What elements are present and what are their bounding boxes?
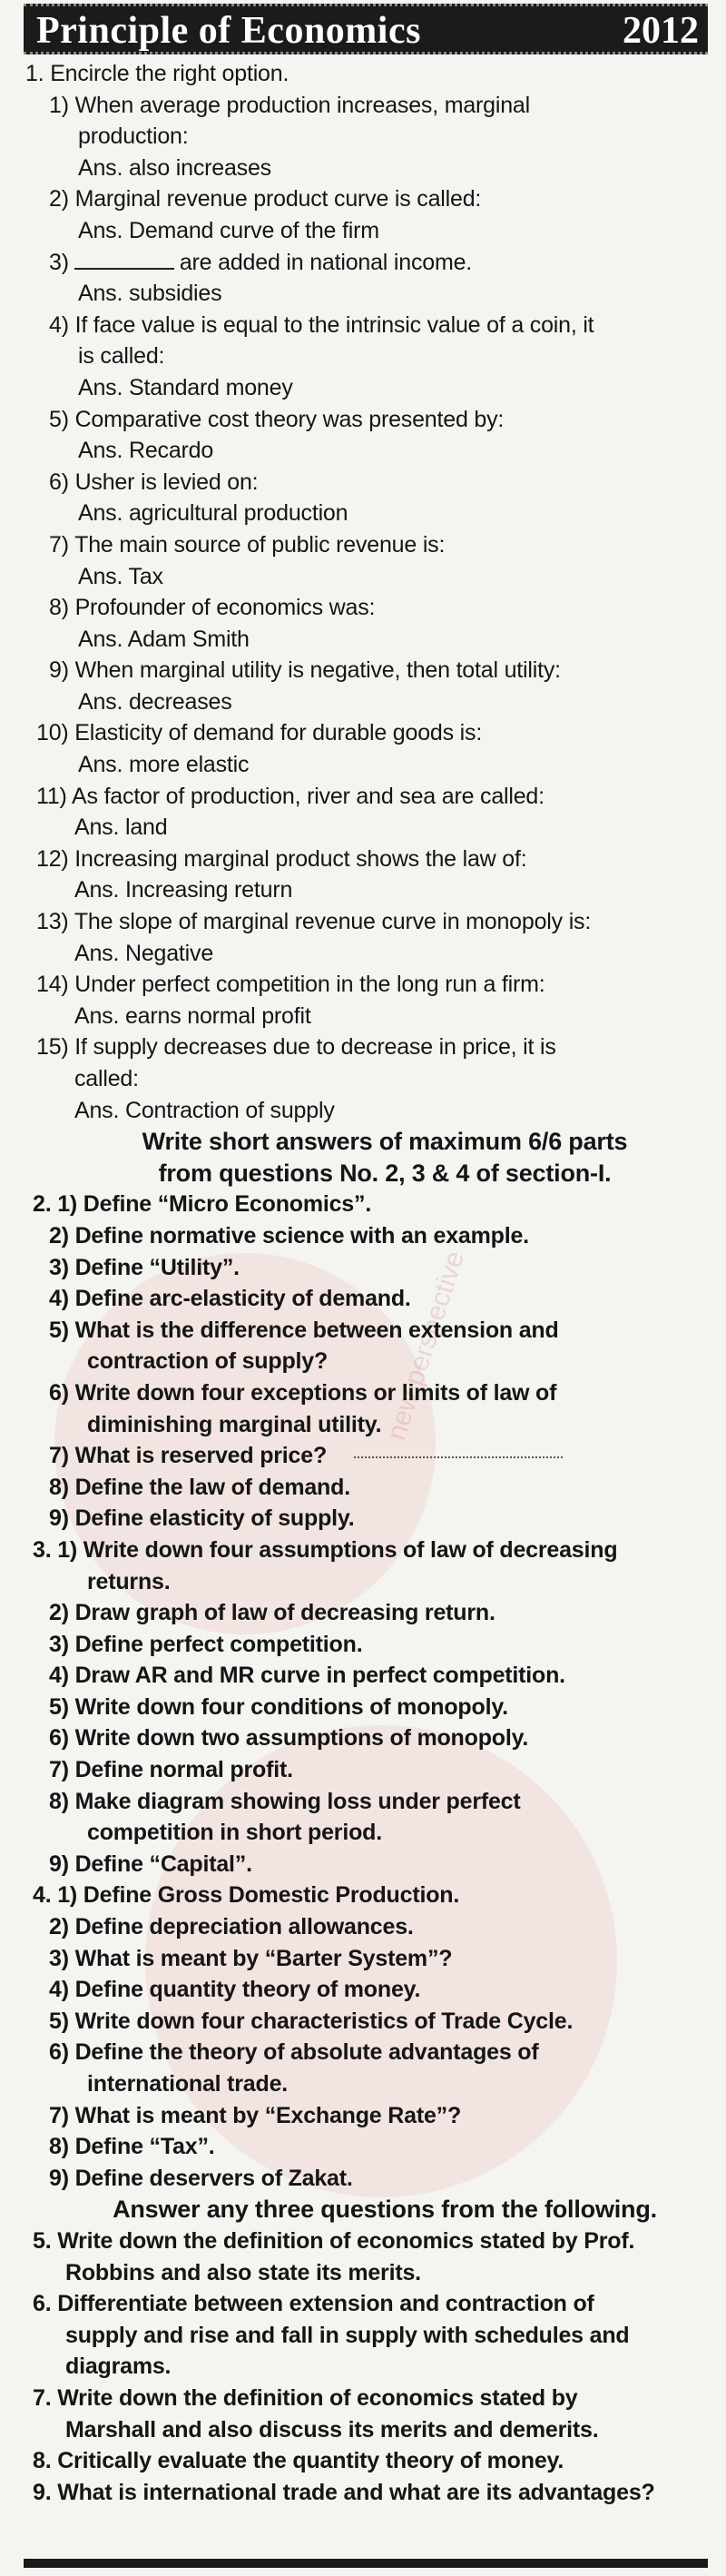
q2-part-7-text: 7) What is reserved price? — [49, 1443, 328, 1469]
q4-part-7: 7) What is meant by “Exchange Rate”? — [49, 2102, 462, 2128]
mcq-13-answer: Ans. Negative — [74, 940, 214, 966]
question-1-heading: 1. Encircle the right option. — [25, 61, 289, 86]
q2-part-3: 3) Define “Utility”. — [49, 1254, 240, 1280]
mcq-4-answer: Ans. Standard money — [78, 374, 293, 400]
q7-cont: Marshall and also discuss its merits and demerits. — [65, 2416, 599, 2443]
q3-part-8: 8) Make diagram showing loss under perfect — [49, 1788, 521, 1814]
mcq-1-question-cont: production: — [78, 123, 189, 150]
mcq-10-question: 10) Elasticity of demand for durable goods is: — [36, 720, 483, 746]
exam-year: 2012 — [623, 10, 699, 52]
q2-part-8: 8) Define the law of demand. — [49, 1474, 350, 1500]
q4-part-6-cont: international trade. — [87, 2071, 289, 2097]
mcq-15-question: 15) If supply decreases due to decrease in price, it is — [36, 1034, 556, 1061]
q9: 9. What is international trade and what are its advantages? — [33, 2479, 655, 2505]
mcq-14-answer: Ans. earns normal profit — [74, 1002, 311, 1029]
q3-part-6: 6) Write down two assumptions of monopoly. — [49, 1725, 529, 1752]
mcq-8-answer: Ans. Adam Smith — [78, 626, 250, 652]
q2-part-6: 6) Write down four exceptions or limits of law of — [49, 1379, 557, 1406]
q8: 8. Critically evaluate the quantity theory of money. — [33, 2448, 564, 2474]
mcq-8-question: 8) Profounder of economics was: — [49, 595, 376, 621]
mcq-9-question: 9) When marginal utility is negative, then total utility: — [49, 657, 561, 684]
q6-cont-2: diagrams. — [65, 2354, 172, 2380]
q4-part-2: 2) Define depreciation allowances. — [49, 1914, 414, 1940]
q5-cont: Robbins and also state its merits. — [65, 2259, 421, 2285]
mcq-2-question: 2) Marginal revenue product curve is called: — [49, 186, 482, 212]
page-header — [24, 4, 708, 54]
q2-part-6-cont: diminishing marginal utility. — [87, 1411, 382, 1437]
q4-part-3: 3) What is meant by “Barter System”? — [49, 1945, 453, 1971]
mcq-12-answer: Ans. Increasing return — [74, 877, 293, 903]
q4-part-1: 4. 1) Define Gross Domestic Production. — [33, 1882, 460, 1909]
q3-part-7: 7) Define normal profit. — [49, 1757, 293, 1783]
mcq-5-answer: Ans. Recardo — [78, 438, 214, 464]
mcq-1-question: 1) When average production increases, marginal — [49, 92, 530, 118]
q6: 6. Differentiate between extension and contraction of — [33, 2291, 594, 2317]
fill-blank — [74, 252, 174, 270]
mcq-3-text: are added in national income. — [179, 249, 473, 275]
mcq-4-question: 4) If face value is equal to the intrinsic value of a coin, it — [49, 311, 594, 338]
q3-part-2: 2) Draw graph of law of decreasing return. — [49, 1600, 495, 1626]
short-answers-instruction-1: Write short answers of maximum 6/6 parts — [142, 1128, 628, 1156]
mcq-11-answer: Ans. land — [74, 814, 168, 841]
mcq-3-answer: Ans. subsidies — [78, 281, 222, 307]
mcq-2-answer: Ans. Demand curve of the firm — [78, 217, 379, 243]
mcq-13-question: 13) The slope of marginal revenue curve in monopoly is: — [36, 909, 592, 935]
q2-part-7 — [25, 1440, 708, 1472]
q4-part-9: 9) Define deservers of Zakat. — [49, 2165, 353, 2191]
q3-part-9: 9) Define “Capital”. — [49, 1851, 252, 1877]
q2-part-4: 4) Define arc-elasticity of demand. — [49, 1286, 411, 1312]
q5: 5. Write down the definition of economics stated by Prof. — [33, 2227, 635, 2254]
long-answers-instruction: Answer any three questions from the following. — [113, 2196, 657, 2224]
q2-part-5-cont: contraction of supply? — [87, 1348, 329, 1375]
mcq-3-question — [25, 247, 708, 279]
q4-part-4: 4) Define quantity theory of money. — [49, 1977, 421, 2003]
q3-part-8-cont: competition in short period. — [87, 1820, 382, 1846]
mcq-7-question: 7) The main source of public revenue is: — [49, 531, 446, 558]
mcq-7-answer: Ans. Tax — [78, 563, 163, 589]
q4-part-8: 8) Define “Tax”. — [49, 2134, 215, 2160]
mcq-11-question: 11) As factor of production, river and sea are called: — [36, 783, 544, 809]
question-paper — [25, 58, 708, 2508]
page-footer-bar — [24, 2559, 708, 2568]
watermark-text: new perspective — [381, 1247, 471, 1445]
q6-cont-1: supply and rise and fall in supply with schedules and — [65, 2322, 630, 2348]
page-title: Principle of Economics — [36, 10, 421, 52]
q7: 7. Write down the definition of economics stated by — [33, 2384, 578, 2411]
mcq-15-answer: Ans. Contraction of supply — [74, 1097, 335, 1123]
q3-part-1-cont: returns. — [87, 1568, 171, 1594]
mcq-1-answer: Ans. also increases — [78, 154, 271, 181]
mcq-14-question: 14) Under perfect competition in the long run a firm: — [36, 972, 545, 998]
answer-line — [354, 1456, 563, 1458]
q2-part-9: 9) Define elasticity of supply. — [49, 1505, 355, 1532]
q2-part-2: 2) Define normative science with an example. — [49, 1222, 529, 1249]
q2-part-1: 2. 1) Define “Micro Economics”. — [33, 1191, 372, 1218]
mcq-6-question: 6) Usher is levied on: — [49, 469, 259, 495]
q3-part-1: 3. 1) Write down four assumptions of law of decreasing — [33, 1536, 618, 1563]
q4-part-5: 5) Write down four characteristics of Trade Cycle. — [49, 2008, 574, 2034]
mcq-4-question-cont: is called: — [78, 343, 165, 370]
mcq-12-question: 12) Increasing marginal product shows the law of: — [36, 845, 527, 872]
q3-part-5: 5) Write down four conditions of monopoly. — [49, 1693, 508, 1720]
q4-part-6: 6) Define the theory of absolute advantages of — [49, 2039, 539, 2066]
mcq-6-answer: Ans. agricultural production — [78, 500, 348, 527]
q2-part-5: 5) What is the difference between extension and — [49, 1317, 559, 1343]
mcq-9-answer: Ans. decreases — [78, 688, 232, 715]
q3-part-4: 4) Draw AR and MR curve in perfect competition. — [49, 1663, 565, 1689]
mcq-3-number: 3) — [49, 249, 69, 275]
mcq-15-question-cont: called: — [74, 1066, 139, 1091]
q3-part-3: 3) Define perfect competition. — [49, 1631, 363, 1657]
short-answers-instruction-2: from questions No. 2, 3 & 4 of section-I. — [158, 1159, 612, 1187]
mcq-5-question: 5) Comparative cost theory was presented by: — [49, 406, 505, 432]
mcq-10-answer: Ans. more elastic — [78, 752, 250, 778]
